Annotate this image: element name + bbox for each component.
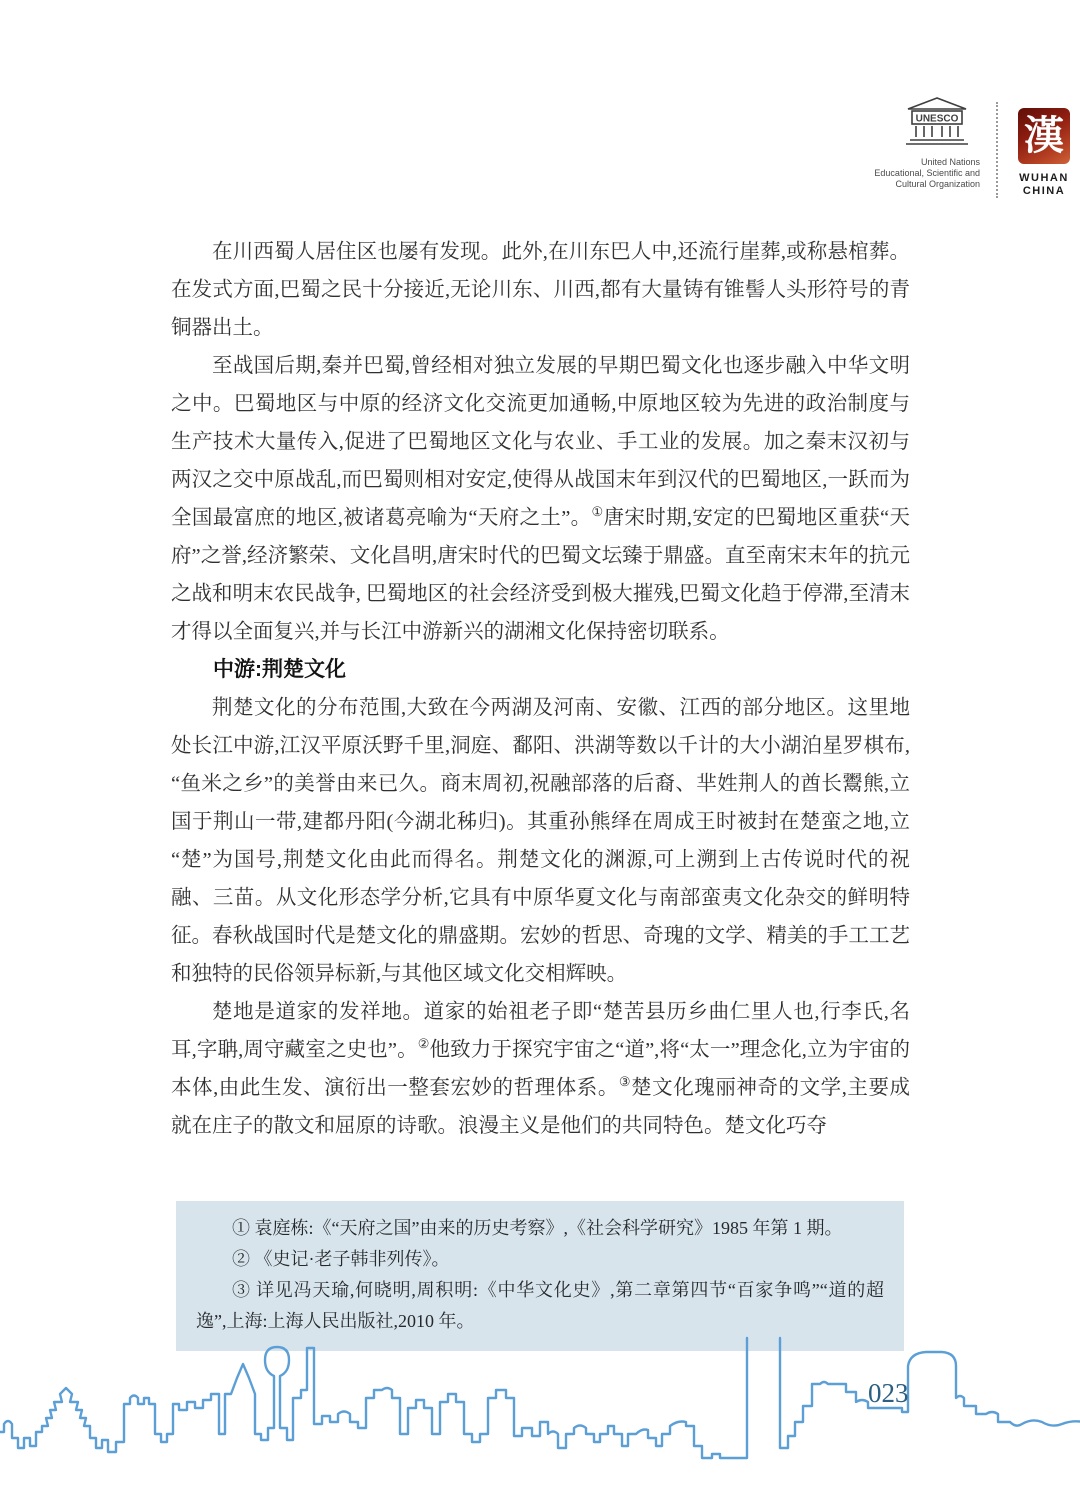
paragraph-text: 在川西蜀人居住区也屡有发现。此外,在川东巴人中,还流行崖葬,或称悬棺葬。在发式方面,巴蜀之民十分接近,无论川东、川西,都有大量铸有锥髻人头形符号的青铜器出土。 — [171, 241, 910, 339]
body-paragraph — [171, 993, 910, 1145]
footnote-ref: ③ — [618, 1074, 632, 1090]
unesco-temple-icon — [904, 96, 970, 148]
unesco-acronym: UNESCO — [915, 113, 959, 125]
wuhan-logo — [998, 96, 1076, 198]
header-logos — [828, 96, 1076, 198]
footnote-ref: ② — [417, 1036, 430, 1052]
body-paragraph — [171, 347, 910, 651]
paragraph-text: 楚地是道家的发祥地。道家的始祖老子即“楚苦县历乡曲仁里人也,行李氏,名耳,字聃,周守藏室之史也”。 — [171, 1001, 910, 1061]
unesco-logo — [828, 96, 996, 190]
paragraph-text: 至战国后期,秦并巴蜀,曾经相对独立发展的早期巴蜀文化也逐步融入中华文明之中。巴蜀地区与中原的经济文化交流更加通畅,中原地区较为先进的政治制度与生产技术大量传入,促进了巴蜀地区文化与农业、手工业的发展。加之秦末汉初与两汉之交中原战乱,而巴蜀则相对安定,使得从战国末年到汉代的巴蜀地区,一跃而为全国最富庶的地区,被诸葛亮喻为“天府之土”。 — [171, 355, 910, 529]
paragraph-text: 他致力于探究宇宙之“道”,将“太一”理念化,立为宇宙的本体,由此生发、演衍出一整套宏妙的哲理体系。 — [171, 1039, 910, 1099]
paragraph-text: 楚文化瑰丽神奇的文学,主要成就在庄子的散文和屈原的诗歌。浪漫主义是他们的共同特色。楚文化巧夺 — [171, 1077, 911, 1137]
paragraph-text: 荆楚文化的分布范围,大致在今两湖及河南、安徽、江西的部分地区。这里地处长江中游,江汉平原沃野千里,洞庭、鄱阳、洪湖等数以千计的大小湖泊星罗棋布,“鱼米之乡”的美誉由来已久。商末周初,祝融部落的后裔、芈姓荆人的酋长鬻熊,立国于荆山一带,建都丹阳(今湖北秭归)。其重孙熊绎在周成王时被封在楚蛮之地,立“楚”为国号,荆楚文化由此而得名。荆楚文化的渊源,可上溯到上古传说时代的祝融、三苗。从文化形态学分析,它具有中原华夏文化与南部蛮夷文化杂交的鲜明特征。春秋战国时代是楚文化的鼎盛期。宏妙的哲思、奇瑰的文学、精美的手工工艺和独特的民俗领异标新,与其他区域文化交相辉映。 — [171, 697, 910, 985]
footnote-item: ③ 详见冯天瑜,何晓明,周积明:《中华文化史》,第二章第四节“百家争鸣”“道的超逸”,上海:上海人民出版社,2010 年。 — [196, 1280, 884, 1331]
seal-caption-line: WUHAN — [1019, 172, 1069, 184]
paragraph-text: 唐宋时期,安定的巴蜀地区重获“天府”之誉,经济繁荣、文化昌明,唐宋时代的巴蜀文坛臻于鼎盛。直至南宋末年的抗元之战和明末农民战争, 巴蜀地区的社会经济受到极大摧残,巴蜀文化趋于停滞,至清末才得以全面复兴,并与长江中游新兴的湖湘文化保持密切联系。 — [171, 507, 910, 643]
body-paragraph — [171, 233, 910, 347]
page-number: 023 — [868, 1378, 909, 1408]
footnote-box — [176, 1201, 904, 1351]
unesco-caption-line: Educational, Scientific and — [874, 168, 980, 178]
seal-caption-line: CHINA — [1022, 185, 1066, 197]
wuhan-seal-icon: 漢 — [1018, 108, 1070, 164]
unesco-caption-line: Cultural Organization — [895, 179, 980, 189]
skyline-footer — [0, 1336, 1080, 1504]
footnote-ref: ① — [591, 504, 604, 520]
footnote-item: ① 袁庭栋:《“天府之国”由来的历史考察》,《社会科学研究》1985 年第 1 期。 — [232, 1218, 843, 1238]
body-paragraph — [171, 689, 910, 993]
unesco-caption-line: United Nations — [920, 157, 980, 167]
city-skyline-icon — [0, 1336, 1080, 1504]
section-heading — [171, 651, 910, 689]
body-text — [171, 233, 910, 1145]
footnote-item: ② 《史记·老子韩非列传》。 — [232, 1249, 450, 1269]
paragraph-text: 中游:荆楚文化 — [213, 658, 346, 681]
